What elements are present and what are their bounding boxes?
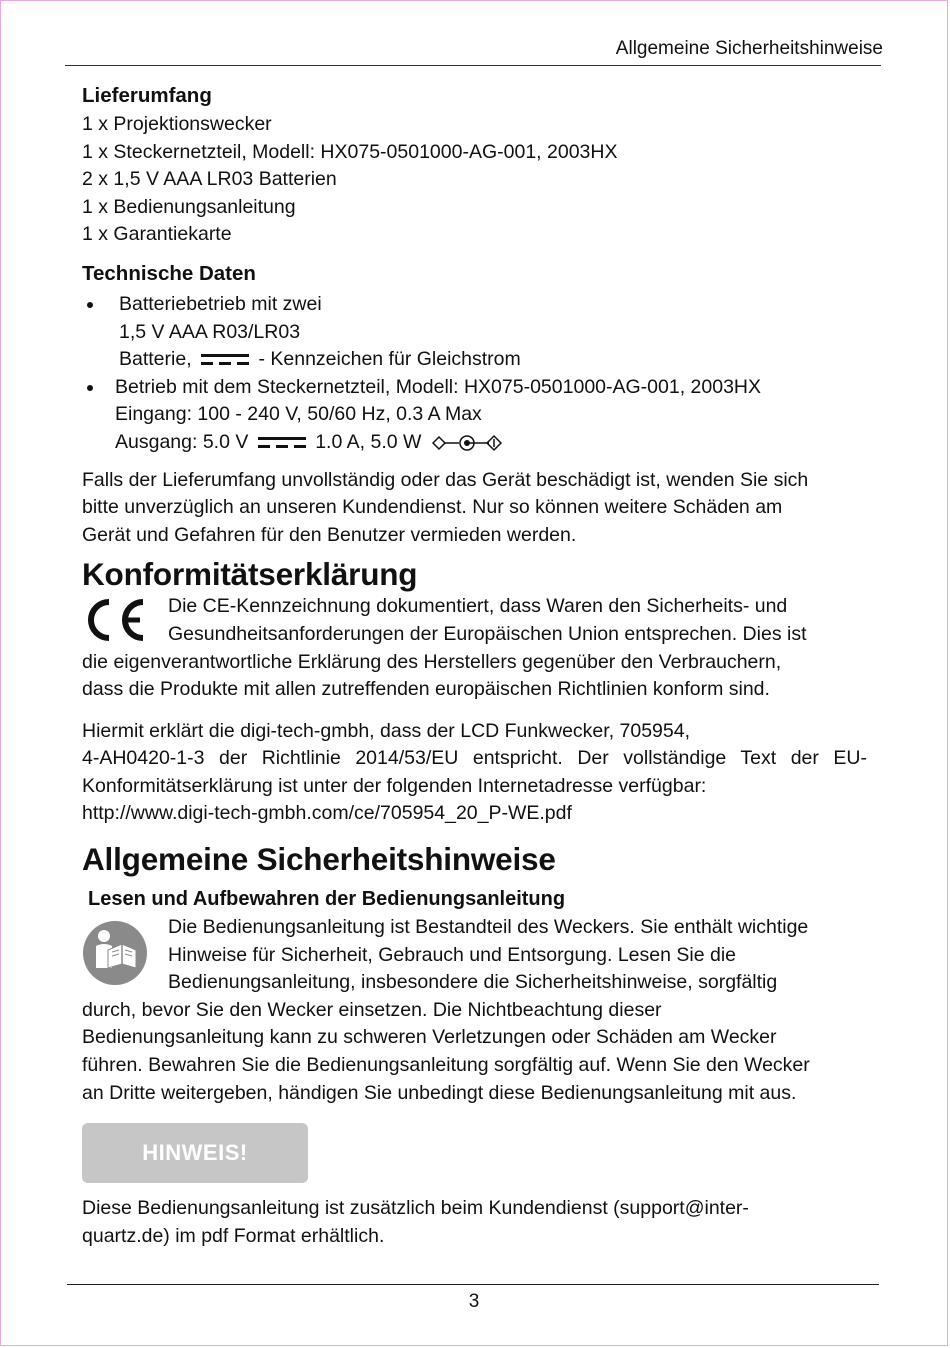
delivery-notice: Falls der Lieferumfang unvollständig oder das Gerät beschädigt ist, wenden Sie sich bitte unverzüglich an unseren Kundendienst. Nur so können weitere Schäden am Gerät und Gefahren für den Benutzer vermieden werden. [82, 468, 809, 546]
read-manual-icon [82, 920, 148, 986]
page-content [82, 81, 867, 1250]
direct-current-icon [201, 353, 249, 367]
manual-section: Die Bedienungsanleitung ist Bestandteil des Weckers. Sie enthält wichtige Hinweise für Sicherheit, Gebrauch und Entsorgung. Lesen Sie die Bedienungsanleitung, insbesondere die Sicherheitshinweise, sorgfältig durch, bevor Sie den Wecker einsetzen. Die Nichtbeachtung dieser Bedienungsanleitung kann zu schweren Verletzungen oder Schäden am Wecker führen. Bewahren Sie die Bedienungsanleitung sorgfältig auf. Wenn Sie den Wecker an Dritte weitergeben, händigen Sie unbedingt diese Bedienungsanleitung mit aus. [82, 916, 810, 1104]
declaration-text: Hiermit erklärt die digi-tech-gmbh, dass der LCD Funkwecker, 705954, 4-AH0420-1-3 der Richtlinie 2014/53/EU entspricht. Der vollständige Text der EU- Konformitätserklärung ist unter der folgenden Internetadresse verfügbar: http://www.digi-tech-gmbh.com/ce/705954_20_P-WE.pdf [82, 718, 867, 828]
polarity-icon [431, 433, 503, 453]
page-number: 3 [468, 1291, 480, 1312]
safety-heading: Allgemeine Sicherheitshinweise [82, 841, 556, 878]
ce-section: Die CE-Kennzeichnung dokumentiert, dass Waren den Sicherheits- und Gesundheitsanforderungen der Europäischen Union entsprechen. Dies ist die eigenverantwortliche Erklärung des Herstellers gegenüber den Verbrauchern, dass die Produkte mit allen zutreffenden europäischen Richtlinien konform sind. [82, 595, 807, 701]
bullet-icon [87, 385, 93, 391]
conformity-heading: Konformitätserklärung [82, 556, 418, 593]
tech-list [82, 291, 867, 457]
tech-heading: Technische Daten [82, 261, 256, 285]
list-item: 1 x Bedienungsanleitung [82, 195, 296, 218]
list-item: 1 x Garantiekarte [82, 223, 232, 246]
direct-current-icon [258, 436, 306, 450]
list-item: 2 x 1,5 V AAA LR03 Batterien [82, 168, 337, 191]
declaration-url: http://www.digi-tech-gmbh.com/ce/705954_20_P-WE.pdf [82, 802, 572, 825]
list-item: Betrieb mit dem Steckernetzteil, Modell: HX075-0501000-AG-001, 2003HX Eingang: 100 - 240 V, 50/60 Hz, 0.3 A Max Ausgang: 5.0 V 1.0 A, 5.0 W [82, 374, 867, 457]
safety-subheading: Lesen und Aufbewahren der Bedienungsanleitung [88, 888, 566, 911]
list-item: 1 x Steckernetzteil, Modell: HX075-0501000-AG-001, 2003HX [82, 140, 618, 163]
list-item: 1 x Projektionswecker [82, 113, 272, 135]
ce-mark-icon [82, 597, 146, 643]
scope-heading: Lieferumfang [82, 84, 212, 107]
hint-badge: HINWEIS! [82, 1123, 308, 1183]
scope-list [82, 111, 867, 249]
list-item: Batteriebetrieb mit zwei 1,5 V AAA R03/LR03 Batterie, - Kennzeichen für Gleichstrom [82, 291, 867, 374]
bullet-icon [87, 302, 93, 308]
header-divider [65, 65, 881, 66]
hint-text: Diese Bedienungsanleitung ist zusätzlich beim Kundendienst (support@inter- quartz.de) im pdf Format erhältlich. [82, 1197, 749, 1247]
running-header: Allgemeine Sicherheitshinweise [615, 38, 883, 59]
footer-divider [67, 1284, 879, 1285]
